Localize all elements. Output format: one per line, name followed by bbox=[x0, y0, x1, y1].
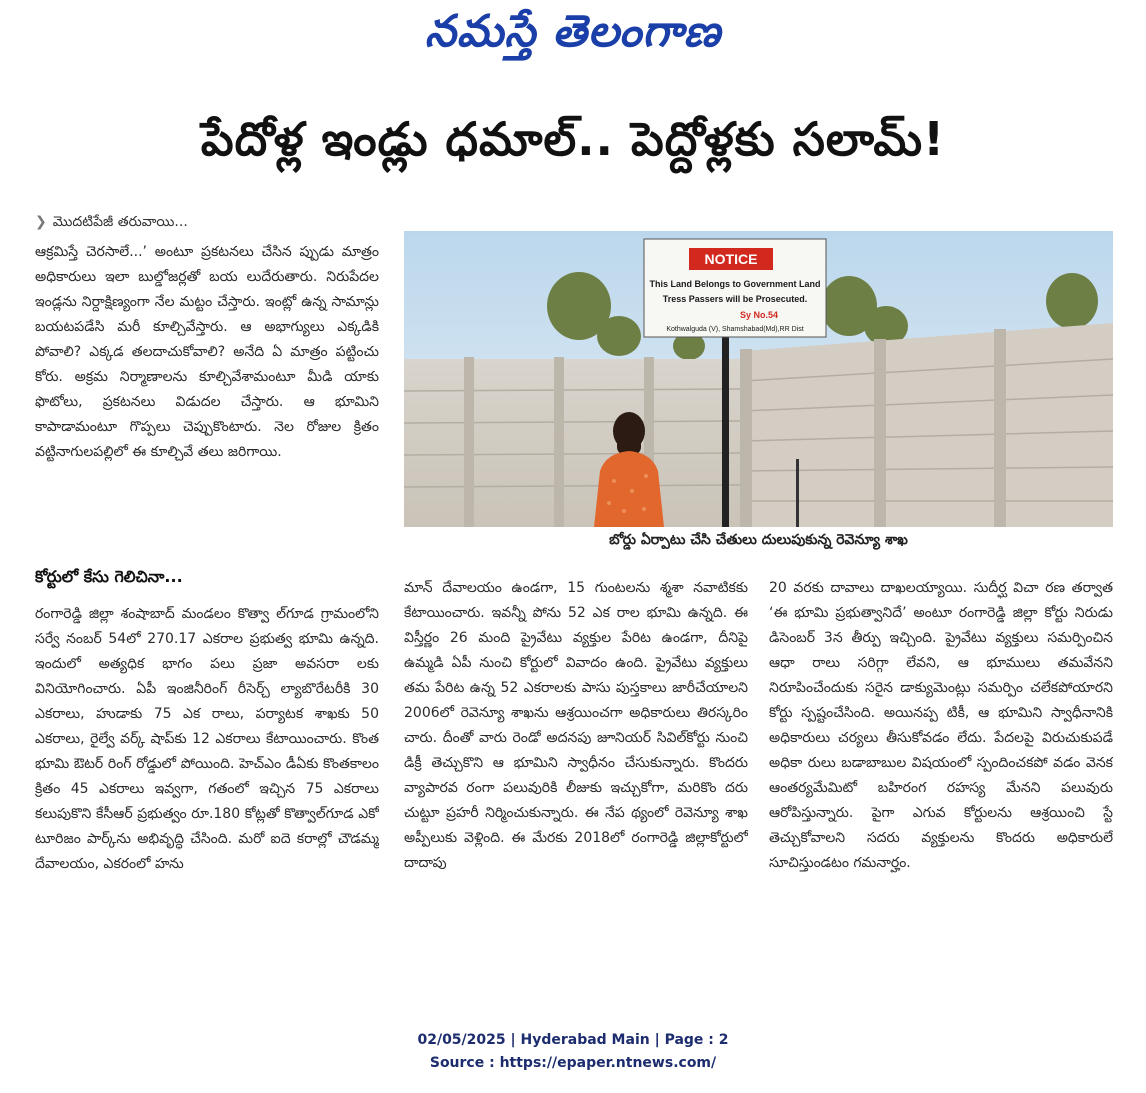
column-1-text: రంగారెడ్డి జిల్లా శంషాబాద్‌ మండలం కొత్వా ల్‌గూడ గ్రామంలోని సర్వే నంబర్‌ 54లో 270.17 ఎకరాల ప్రభుత్వ భూమి ఉన్నది. ఇందులో అత్యధిక భాగం పలు ప్రజా అవసరా లకు వినియోగించారు. ఏపీ ఇంజినీరింగ్‌ రీసెర్చ్‌ ల్యాబొరేటరీకి 30 ఎకరాలు, హుడాకు 75 ఎక రాలు, పర్యాటక శాఖకు 50 ఎకరాలు, రైల్వే వర్క్‌ షాప్‌కు 12 ఎకరాలు కేటాయించారు. కొంత భూమి ఔటర్‌ రింగ్‌ రోడ్డులో పోయింది. హెచ్‌ఎం డీఏకు కొంతకాలం క్రితం 45 ఎకరాలు ఇవ్వగా, గతంలో ఇచ్చిన 75 ఎకరాలు కలుపుకొని కేసీఆర్‌ ప్రభుత్వం రూ.180 కోట్లతో కొత్వాల్‌గూడ ఎకో టూరిజం పార్క్‌ను అభివృద్ధి చేసింది. మరో ఐదె కరాల్లో చౌడమ్మ దేవాలయం, ఎకరంలో హను bbox=[35, 606, 379, 872]
continuation-label: మొదటిపేజీ తరువాయి... bbox=[52, 214, 188, 230]
footer-source: Source : https://epaper.ntnews.com/ bbox=[429, 1055, 717, 1071]
notice-title: NOTICE bbox=[704, 251, 758, 267]
photo-caption: బోర్డు ఏర్పాటు చేసి చేతులు దులుపుకున్న రెవెన్యూ శాఖ bbox=[609, 532, 908, 548]
footer-date-edition: 02/05/2025 | Hyderabad Main | Page : 2 bbox=[417, 1032, 729, 1048]
notice-board bbox=[644, 239, 826, 337]
notice-survey: Sy No.54 bbox=[739, 310, 779, 320]
notice-location: Kothwalguda (V), Shamshabad(Md),RR Dist bbox=[666, 326, 804, 333]
intro-paragraph: ఆక్రమిస్తే చెరసాలే...’ అంటూ ప్రకటనలు చేసిన ప్పుడు మాత్రం అధికారులు ఇలా బుల్డోజర్లతో బయ లుదేరుతారు. నిరుపేదల ఇండ్లను నిర్దాక్షిణ్యంగా నేల మట్టం చేస్తారు. ఇంట్లో ఉన్న సామాన్లు బయటపడేసి మరీ కూల్చివేస్తారు. ఆ అభాగ్యులు ఎక్కడికి పోవాలి? ఎక్కడ తలదాచుకోవాలి? అనేది ఏ మాత్రం పట్టించు కోరు. అక్రమ నిర్మాణాలను కూల్చివేశామంటూ మీడి యాకు ఫొటోలు, ప్రకటనలు విడుదల చేస్తారు. ఆ భూమిని కాపాడామంటూ గొప్పలు చెప్పుకొంటారు. నెల రోజుల క్రితం వట్టినాగులపల్లిలో ఈ కూల్చివే తలు జరిగాయి. bbox=[35, 244, 379, 460]
masthead-logo: నమస్తే తెలంగాణ bbox=[424, 6, 722, 57]
column-2-text: మాన్‌ దేవాలయం ఉండగా, 15 గుంటలను శ్మశా నవాటికకు కేటాయించారు. ఇవన్నీ పోను 52 ఎక రాల భూమి ఉన్నది. ఈ విస్తీర్ణం 26 మంది ప్రైవేటు వ్యక్తుల పేరిట ఉండగా, దీనిపై ఉమ్మడి ఏపీ నుంచి కోర్టులో వివాదం ఉంది. ప్రైవేటు వ్యక్తులు తమ పేరిట ఉన్న 52 ఎకరాలకు పాసు పుస్తకాలు జారీచేయాలని 2006లో రెవెన్యూ శాఖను ఆశ్రయించగా అధికారులు తిరస్కరిం చారు. దీంతో వారు రెండో అదనపు జూనియర్‌ సివిల్‌కోర్టు నుంచి డిక్రీ తెచ్చుకొని ఆ భూమిని స్వాధీనం చేసుకున్నారు. కొందరు వ్యాపారవ రంగా పలువురికి లీజుకు ఇచ్చుకోగా, మరికొం దరు చుట్టూ ప్రహరీ నిర్మించుకున్నారు. ఈ నేప థ్యంలో రెవెన్యూ శాఖ అప్పీలుకు వెళ్లింది. ఈ మేరకు 2018లో రంగారెడ్డి జిల్లాకోర్టులో దాదాపు bbox=[404, 580, 748, 871]
continuation-line bbox=[35, 214, 188, 233]
headline: పేదోళ్ల ఇండ్లు ధమాల్.. పెద్దోళ్లకు సలామ్! bbox=[200, 112, 946, 166]
column-3-text: 20 వరకు దావాలు దాఖలయ్యాయి. సుదీర్ఘ విచా రణ తర్వాత ‘ఈ భూమి ప్రభుత్వానిదే’ అంటూ రంగారెడ్డి జిల్లా కోర్టు నిరుడు డిసెంబర్‌ 3న తీర్పు ఇచ్చింది. ప్రైవేటు వ్యక్తులు సమర్పించిన ఆధా రాలు సరిగ్గా లేవని, ఆ భూములు తమవేనని నిరూపించేందుకు సరైన డాక్యుమెంట్లు సమర్పిం చలేకపోయారని కోర్టు స్పష్టంచేసింది. అయినప్ప టికీ, ఆ భూమిని స్వాధీనానికి అధికారులు చర్యలు తీసుకోవడం లేదు. పేదలపై విరుచుకుపడే అధికా రులు బడాబాబుల విషయంలో స్పందించకపో వడం వెనక ఆంతర్యమేమిటో బహిరంగ రహస్య మేనని పలువురు ఆరోపిస్తున్నారు. పైగా ఎగువ కోర్టులను ఆశ్రయించి స్టే తెచ్చుకోవాలని సదరు వ్యక్తులను కొందరు అధికారులే సూచిస్తుండటం గమనార్హం. bbox=[769, 580, 1113, 871]
news-photo bbox=[404, 231, 1113, 527]
chevron-right-icon: ❯ bbox=[35, 214, 47, 230]
notice-line-2: Tress Passers will be Prosecuted. bbox=[662, 294, 808, 304]
subheading: కోర్టులో కేసు గెలిచినా... bbox=[35, 567, 183, 586]
notice-line-1: This Land Belongs to Government Land bbox=[649, 279, 821, 289]
